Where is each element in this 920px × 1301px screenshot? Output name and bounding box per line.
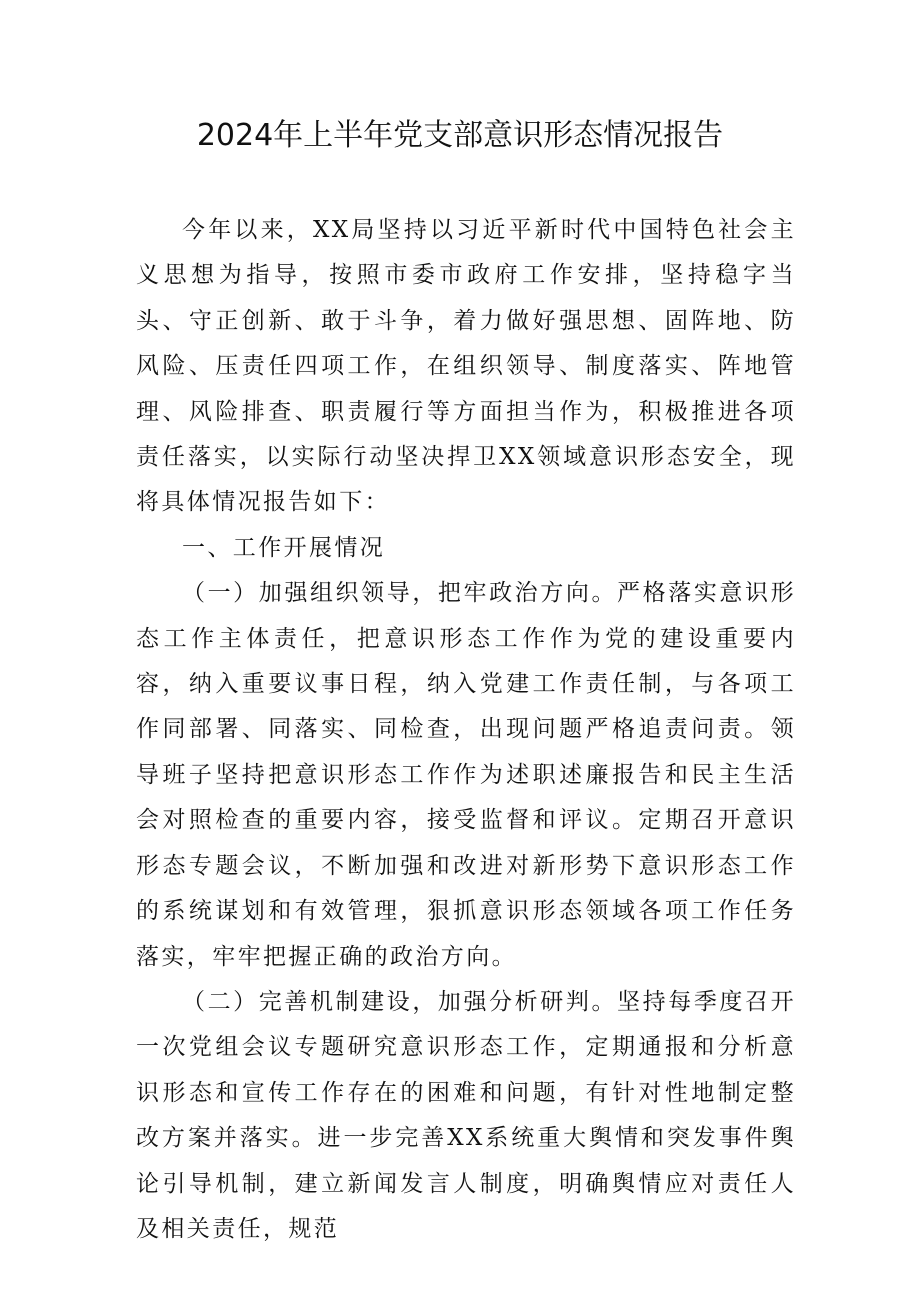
subsection-paragraph-1: （一）加强组织领导，把牢政治方向。严格落实意识形态工作主体责任，把意识形态工作作为党的建设重要内容，纳入重要议事日程，纳入党建工作责任制，与各项工作同部署、同落实、同检查，出现问题严格追责问责。领导班子坚持把意识形态工作作为述职述廉报告和民主生活会对照检查的重要内容，接受监督和评议。定期召开意识形态专题会议，不断加强和改进对新形势下意识形态工作的系统谋划和有效管理，狠抓意识形态领域各项工作任务落实，牢牢把握正确的政治方向。 bbox=[136, 580, 796, 970]
document-body bbox=[136, 208, 796, 1252]
subsection-paragraph-2: （二）完善机制建设，加强分析研判。坚持每季度召开一次党组会议专题研究意识形态工作，定期通报和分析意识形态和宣传工作存在的困难和问题，有针对性地制定整改方案并落实。进一步完善XX系统重大舆情和突发事件舆论引导机制，建立新闻发言人制度，明确舆情应对责任人及相关责任，规范 bbox=[136, 988, 796, 1242]
intro-paragraph: 今年以来，XX局坚持以习近平新时代中国特色社会主义思想为指导，按照市委市政府工作安排，坚持稳字当头、守正创新、敢于斗争，着力做好强思想、固阵地、防风险、压责任四项工作，在组织领导、制度落实、阵地管理、风险排查、职责履行等方面担当作为，积极推进各项责任落实，以实际行动坚决捍卫XX领域意识形态安全，现将具体情况报告如下： bbox=[136, 217, 796, 516]
document-title: 2024年上半年党支部意识形态情况报告 bbox=[196, 118, 724, 153]
section-heading-work-progress: 一、工作开展情况 bbox=[182, 534, 386, 561]
